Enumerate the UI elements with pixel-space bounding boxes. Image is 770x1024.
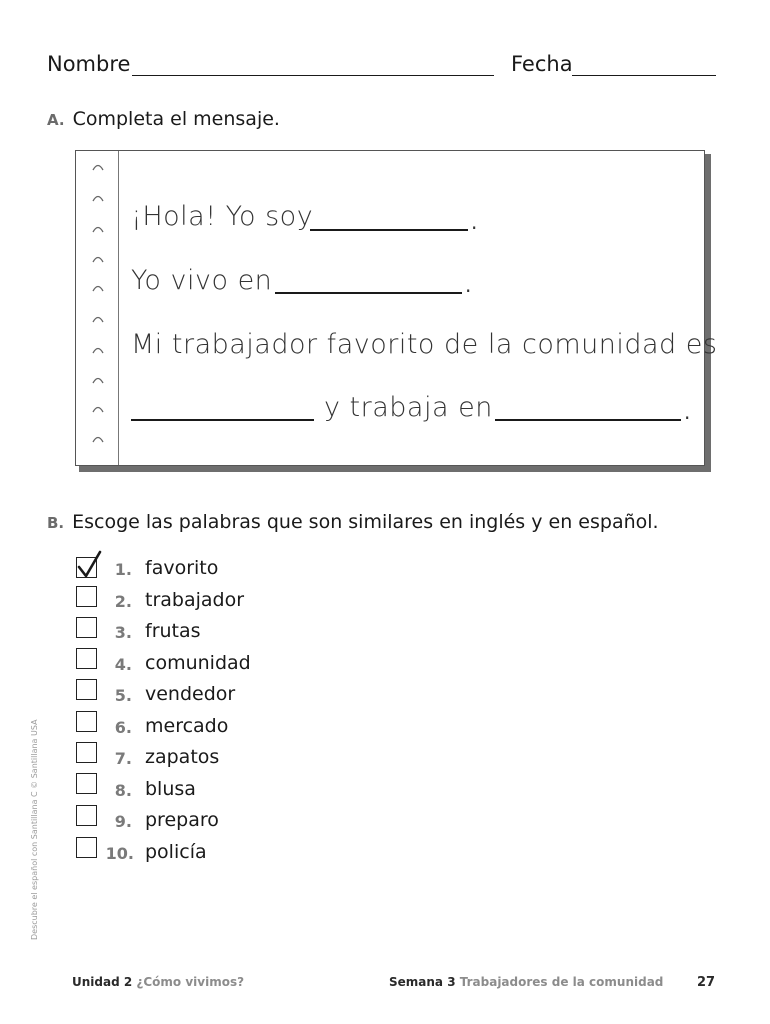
item-number: 6. [114,718,132,737]
ring-icon [92,162,104,171]
section-b-letter: B. [47,514,65,532]
item-word: mercado [145,715,229,737]
ring-icon [92,375,104,384]
item-word: comunidad [145,652,251,674]
blank-city[interactable] [275,292,462,294]
item-number: 8. [114,781,132,800]
item-number: 9. [114,812,132,831]
item-number: 4. [114,655,132,674]
date-line[interactable] [572,75,716,76]
checkbox-10[interactable] [76,837,97,858]
footer-unit [72,975,244,989]
item-word: favorito [145,557,219,579]
week-label: Semana 3 [389,975,456,989]
checkbox-3[interactable] [76,617,97,638]
item-word: trabajador [145,589,245,611]
ring-icon [92,224,104,233]
checkbox-5[interactable] [76,679,97,700]
ring-icon [92,314,104,323]
checkbox-4[interactable] [76,648,97,669]
blank-name[interactable] [310,229,468,231]
blank-worker[interactable] [131,419,314,421]
checkbox-7[interactable] [76,742,97,763]
item-word: preparo [145,809,219,831]
item-number: 3. [114,623,132,642]
item-word: blusa [145,778,196,800]
section-a-instruction: Completa el mensaje. [72,108,280,130]
item-word: zapatos [145,746,220,768]
item-word: frutas [145,620,201,642]
item-number: 5. [114,686,132,705]
message-line-4: y trabaja en [324,392,493,423]
item-number: 7. [114,749,132,768]
section-a-letter: A. [47,111,65,129]
ring-icon [92,404,104,413]
period: . [471,210,478,234]
date-label: Fecha [511,52,573,76]
ring-icon [92,193,104,202]
item-number: 10. [105,844,134,863]
name-line[interactable] [132,75,494,76]
message-line-1: ¡Hola! Yo soy [131,201,314,232]
period: . [684,400,691,424]
unit-label: Unidad 2 [72,975,133,989]
ring-icon [92,434,104,443]
section-a-title [47,108,280,130]
item-word: policía [145,841,207,863]
checkbox-2[interactable] [76,586,97,607]
item-number: 1. [114,560,132,579]
footer-week [389,975,663,989]
card-margin-line [118,151,119,465]
section-b-title [47,511,659,533]
name-label: Nombre [47,52,131,76]
message-line-2: Yo vivo en [131,265,273,296]
ring-icon [92,345,104,354]
ring-icon [92,254,104,263]
item-word: vendedor [145,683,236,705]
copyright-note: Descubre el español con Santillana C © Santillana USA [30,719,39,940]
checkbox-9[interactable] [76,805,97,826]
week-title: Trabajadores de la comunidad [459,975,664,989]
ring-icon [92,283,104,292]
item-number: 2. [114,592,132,611]
unit-title: ¿Cómo vivimos? [136,975,245,989]
period: . [465,273,472,297]
page-number: 27 [697,975,716,990]
blank-workplace[interactable] [495,419,681,421]
checkbox-6[interactable] [76,711,97,732]
checkbox-8[interactable] [76,773,97,794]
message-line-3: Mi trabajador favorito de la comunidad es [131,329,718,360]
section-b-instruction: Escoge las palabras que son similares en inglés y en español. [72,511,659,533]
